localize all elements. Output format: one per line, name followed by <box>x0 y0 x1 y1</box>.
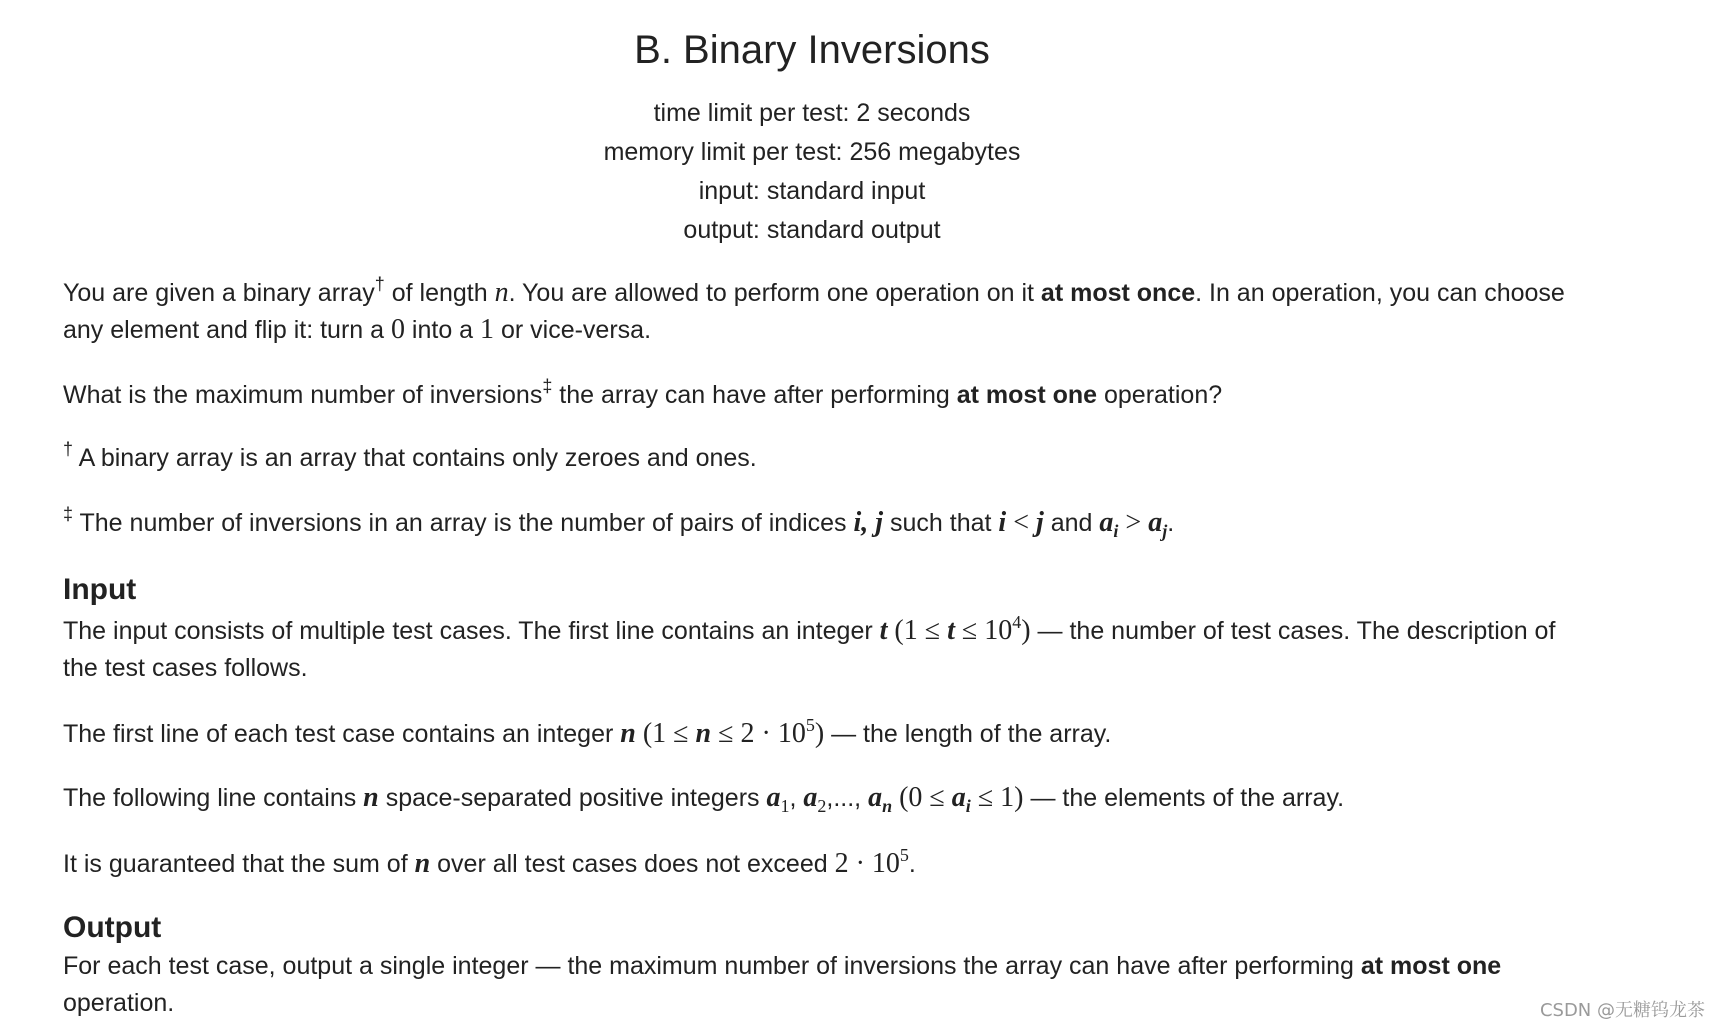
text: . You are allowed to perform one operation on it <box>508 279 1041 307</box>
text: The following line contains <box>63 784 364 812</box>
math: 2 · 10 <box>834 848 900 879</box>
dagger-footnote-mark: † <box>374 274 385 294</box>
math-sub: n <box>882 796 893 816</box>
text: operation? <box>1097 381 1223 409</box>
output-line-1 <box>63 951 1501 981</box>
footnote-inversions <box>63 504 1175 541</box>
text: The first line of each test case contains an integer <box>63 720 621 748</box>
dagger-mark: † <box>63 439 74 459</box>
text: any element and flip it: turn a <box>63 316 391 344</box>
math-exponent: 4 <box>1012 612 1022 632</box>
text: space-separated positive integers <box>378 784 767 812</box>
math: (1 ≤ <box>887 615 948 646</box>
limits-block <box>0 94 1624 250</box>
math-exponent: 5 <box>899 845 909 865</box>
text: — the number of test cases. The description of <box>1030 617 1556 645</box>
problem-title: B. Binary Inversions <box>634 28 990 72</box>
output-spec: output: standard output <box>683 216 941 244</box>
legend-line-1 <box>63 274 1565 308</box>
math-n: n <box>494 277 509 308</box>
input-line-elements <box>63 782 1345 816</box>
math-a: a <box>951 782 966 813</box>
math: ≤ 2 · 10 <box>711 718 806 749</box>
math-zero: 0 <box>390 314 405 345</box>
text: . <box>1167 509 1175 537</box>
math-sub-i: i <box>1113 521 1119 541</box>
math-sub-j: j <box>1162 521 1168 541</box>
emphasis: at most one <box>956 381 1098 409</box>
ddagger-mark: ‡ <box>63 504 74 524</box>
footnote-binary-array <box>63 439 757 473</box>
text: or vice-versa. <box>494 316 652 344</box>
math: ≤ 1) <box>970 782 1024 813</box>
memory-limit: memory limit per test: 256 megabytes <box>603 138 1021 166</box>
input-line-2: the test cases follows. <box>63 654 308 682</box>
math-lt: < <box>1006 507 1036 538</box>
math-n: n <box>363 782 379 813</box>
math-j: j <box>1036 507 1044 538</box>
math-gt: > <box>1118 507 1149 538</box>
math: ) <box>814 718 825 749</box>
math-sub: 2 <box>817 796 827 816</box>
text: the array can have after performing <box>552 381 957 409</box>
math: ) <box>1021 615 1031 646</box>
math: ≤ 10 <box>954 615 1013 646</box>
legend-line-2 <box>63 315 651 345</box>
text: What is the maximum number of inversions <box>63 381 543 409</box>
math-one: 1 <box>480 314 495 345</box>
text: such that <box>883 509 999 537</box>
math-exponent: 5 <box>805 715 815 735</box>
math-n: n <box>620 718 636 749</box>
math-t: t <box>879 615 888 646</box>
math-a: a <box>1099 507 1114 538</box>
text: . <box>908 850 916 878</box>
time-limit: time limit per test: 2 seconds <box>653 99 971 127</box>
text: — the elements of the array. <box>1023 784 1345 812</box>
text: over all test cases does not exceed <box>430 850 835 878</box>
text: and <box>1043 509 1100 537</box>
output-heading: Output <box>63 911 162 944</box>
input-line-sum <box>63 845 916 879</box>
text: For each test case, output a single integer — the maximum number of inversions the array can have after performing <box>63 952 1361 980</box>
text: into a <box>404 316 481 344</box>
text: You are given a binary array <box>63 279 375 307</box>
legend-question <box>63 376 1223 410</box>
text: — the length of the array. <box>824 720 1112 748</box>
math-sub: i <box>965 796 971 816</box>
math-n: n <box>414 848 431 879</box>
input-line-1 <box>63 612 1556 646</box>
text: ,..., <box>826 784 869 812</box>
text: A binary array is an array that contains only zeroes and ones. <box>73 444 757 472</box>
math-sub: 1 <box>780 796 790 816</box>
text: . In an operation, you can choose <box>1195 279 1565 307</box>
math-n: n <box>695 718 712 749</box>
math-a: a <box>1148 507 1163 538</box>
ddagger-footnote-mark: ‡ <box>542 376 553 396</box>
watermark: CSDN @无糖钨龙茶 <box>1539 1000 1705 1021</box>
math-i: i <box>998 507 1007 538</box>
text: It is guaranteed that the sum of <box>63 850 415 878</box>
input-spec: input: standard input <box>698 177 926 205</box>
problem-header <box>0 22 1624 250</box>
input-line-n <box>63 715 1112 749</box>
math: (1 ≤ <box>635 718 696 749</box>
emphasis: at most one <box>1360 952 1502 980</box>
math-a: a <box>868 782 883 813</box>
emphasis: at most once <box>1040 279 1196 307</box>
output-line-2: operation. <box>63 989 175 1017</box>
text: of length <box>384 279 495 307</box>
math-a: a <box>766 782 781 813</box>
text: The number of inversions in an array is the number of pairs of indices <box>73 509 854 537</box>
math-a: a <box>803 782 818 813</box>
text: , <box>789 784 804 812</box>
math: (0 ≤ <box>892 782 952 813</box>
text: The input consists of multiple test cases. The first line contains an integer <box>63 617 880 645</box>
input-heading: Input <box>63 573 137 606</box>
math-ij: i, j <box>853 507 884 538</box>
math-t: t <box>947 615 955 646</box>
